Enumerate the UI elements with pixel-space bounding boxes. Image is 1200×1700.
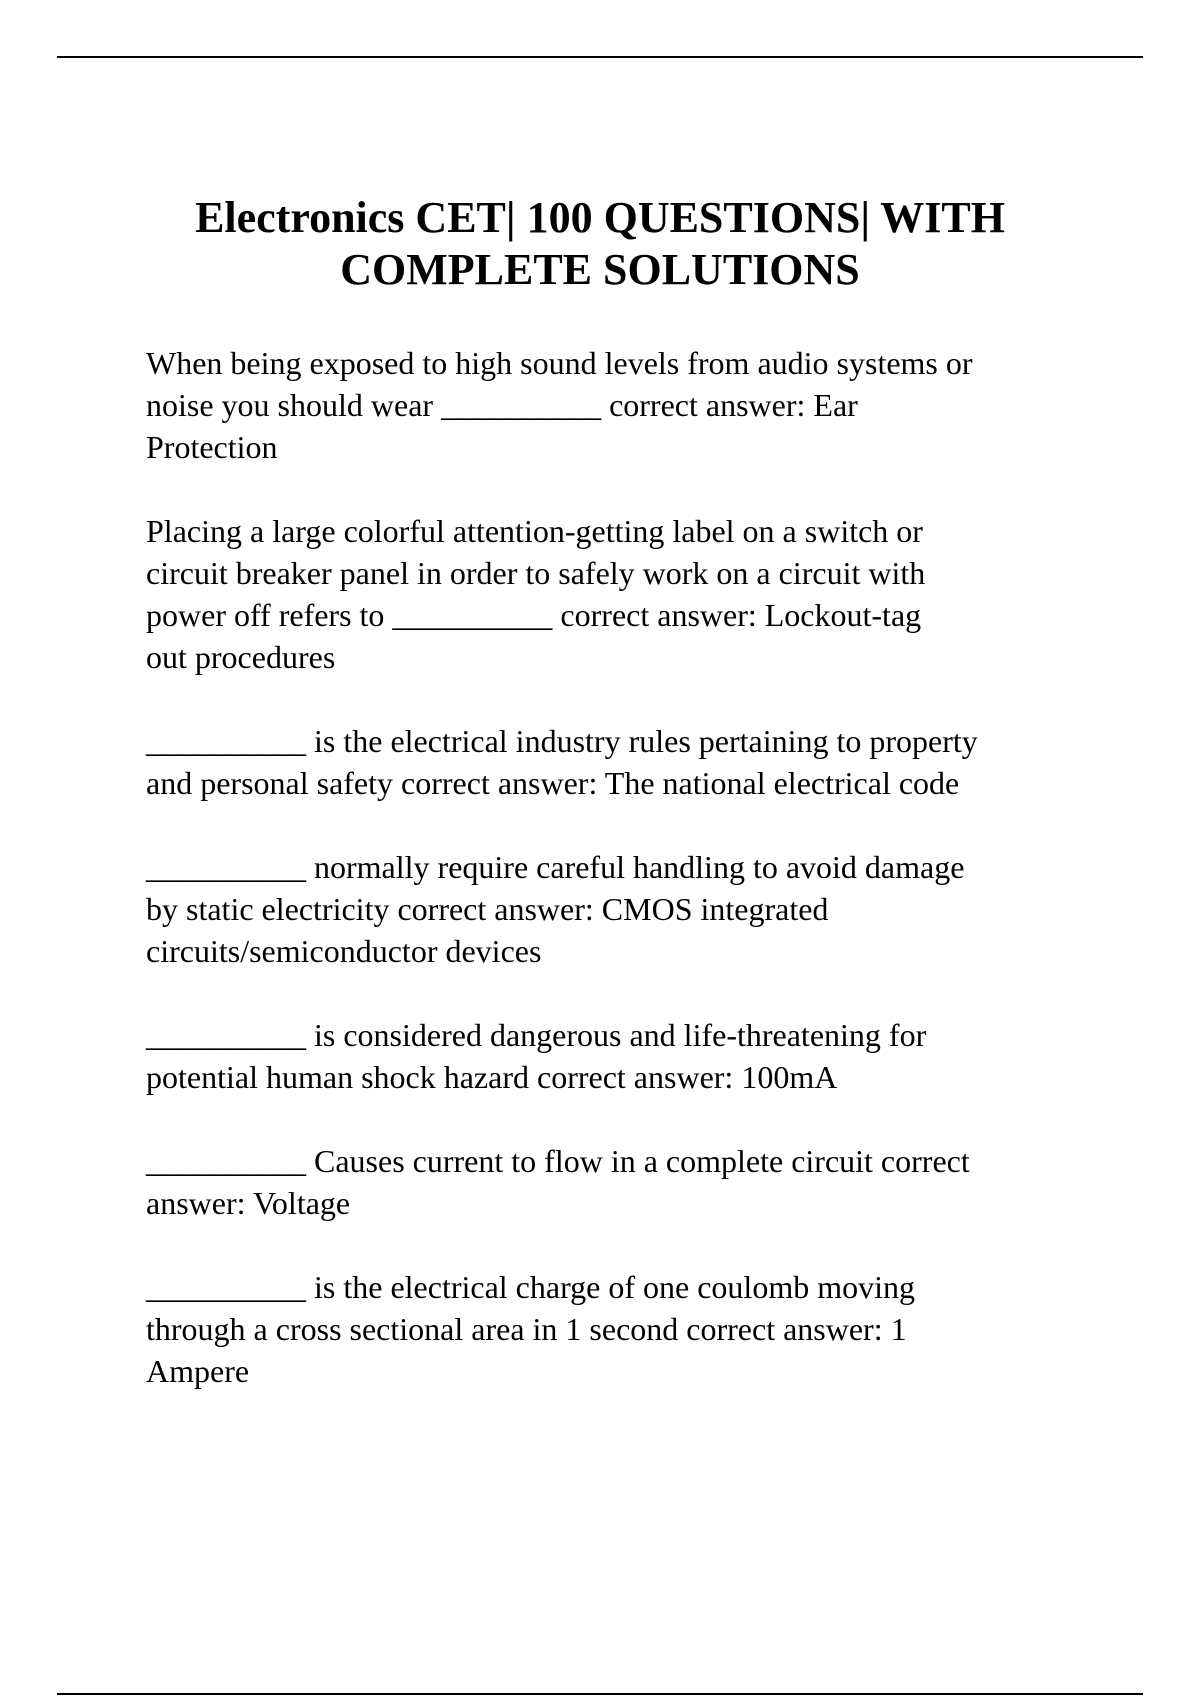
question-text-line: __________ Causes current to flow in a complete circuit correct	[146, 1143, 970, 1179]
question-text-line: __________ is considered dangerous and life-threatening for	[146, 1017, 927, 1053]
question-list	[146, 342, 1106, 1434]
question-text-line: __________ is the electrical charge of one coulomb moving	[146, 1269, 915, 1305]
question-item-2	[146, 510, 1106, 678]
question-text-line: answer: Voltage	[146, 1185, 351, 1221]
question-text-line: by static electricity correct answer: CMOS integrated	[146, 891, 829, 927]
question-item-1	[146, 342, 1106, 468]
question-text-line: When being exposed to high sound levels from audio systems or	[146, 345, 973, 381]
question-item-5	[146, 1014, 1106, 1098]
title-line-2: COMPLETE SOLUTIONS	[340, 245, 860, 294]
question-text-line: circuit breaker panel in order to safely work on a circuit with	[146, 555, 926, 591]
question-item-7	[146, 1266, 1106, 1392]
question-text-line: circuits/semiconductor devices	[146, 933, 542, 969]
question-text-line: Ampere	[146, 1353, 250, 1389]
question-text-line: __________ normally require careful handling to avoid damage	[146, 849, 965, 885]
question-text-line: noise you should wear __________ correct answer: Ear	[146, 387, 858, 423]
question-text-line: and personal safety correct answer: The national electrical code	[146, 765, 960, 801]
title-line-1: Electronics CET| 100 QUESTIONS| WITH	[195, 193, 1005, 242]
question-item-3	[146, 720, 1106, 804]
question-text-line: through a cross sectional area in 1 second correct answer: 1	[146, 1311, 907, 1347]
question-text-line: Protection	[146, 429, 278, 465]
top-rule	[57, 56, 1143, 58]
bottom-rule	[57, 1693, 1143, 1695]
question-item-4	[146, 846, 1106, 972]
question-text-line: power off refers to __________ correct answer: Lockout-tag	[146, 597, 922, 633]
question-text-line: Placing a large colorful attention-getting label on a switch or	[146, 513, 923, 549]
document-title	[100, 192, 1100, 296]
question-text-line: potential human shock hazard correct answer: 100mA	[146, 1059, 838, 1095]
question-text-line: __________ is the electrical industry rules pertaining to property	[146, 723, 978, 759]
question-text-line: out procedures	[146, 639, 336, 675]
question-item-6	[146, 1140, 1106, 1224]
